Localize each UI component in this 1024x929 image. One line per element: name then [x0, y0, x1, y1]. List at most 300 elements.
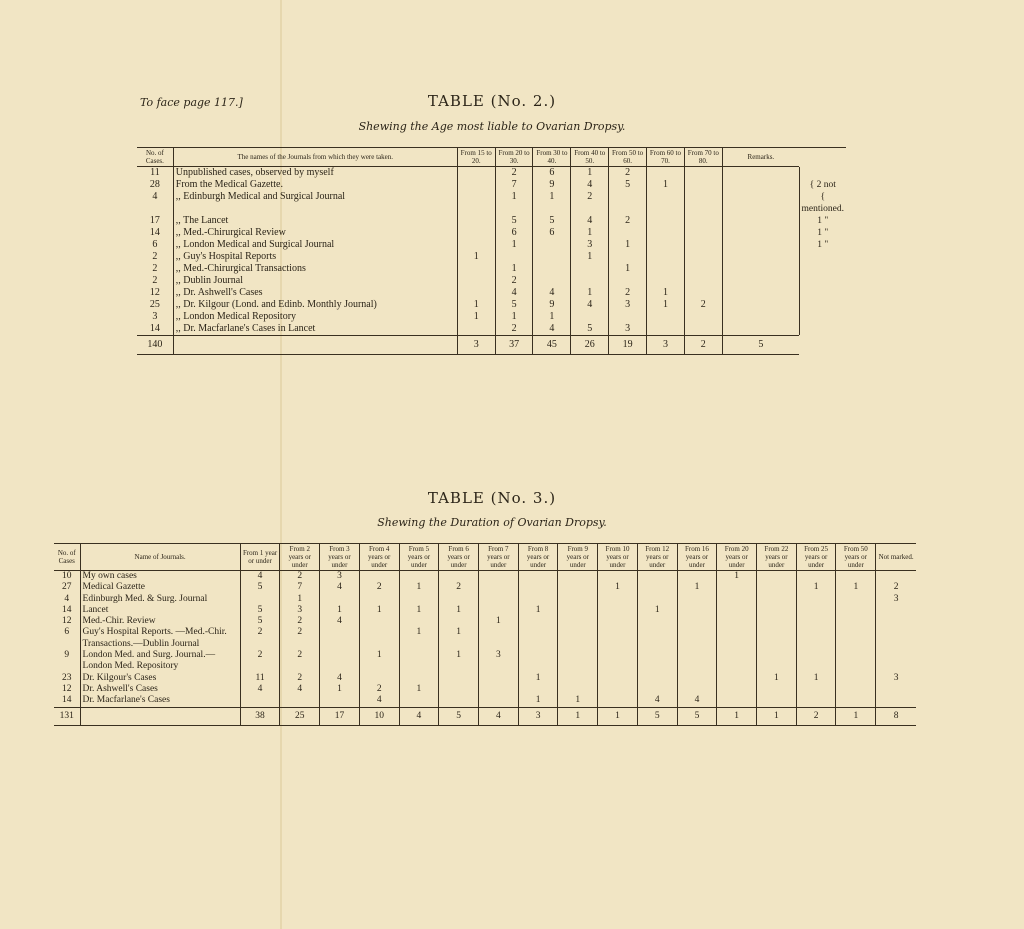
- value-cell: [647, 311, 685, 323]
- total-label-cell: [80, 707, 240, 725]
- table-row: [54, 650, 916, 673]
- value-cell: [598, 673, 638, 684]
- value-cell: 4: [637, 695, 677, 706]
- value-cell: [796, 684, 836, 695]
- table-row: [54, 695, 916, 706]
- remark-cell: [799, 251, 846, 263]
- cases-cell: 10: [62, 571, 72, 581]
- value-cell: [836, 673, 876, 684]
- value-cell: 5: [571, 323, 609, 335]
- face-page-note: To face page 117.]: [140, 96, 243, 109]
- value-cell: [533, 263, 571, 275]
- value-cell: [722, 275, 799, 287]
- table3-title: TABLE (No. 3.): [427, 489, 557, 507]
- cases-cell: 2: [152, 263, 158, 274]
- value-cell: 3: [571, 239, 609, 251]
- cases-cell: 9: [64, 650, 70, 661]
- value-cell: [796, 616, 836, 627]
- source-cell: ,, Edinburgh Medical and Surgical Journal: [173, 191, 457, 215]
- value-cell: 6: [533, 227, 571, 239]
- value-cell: [359, 571, 399, 582]
- value-cell: 4: [280, 684, 320, 695]
- value-cell: [717, 627, 757, 650]
- value-cell: [637, 571, 677, 582]
- value-cell: [647, 239, 685, 251]
- value-cell: [320, 695, 360, 706]
- value-cell: [439, 594, 479, 605]
- value-cell: [598, 571, 638, 582]
- value-cell: [757, 616, 797, 627]
- value-cell: 5: [240, 616, 280, 627]
- value-cell: [796, 594, 836, 605]
- cases-cell: 3: [152, 311, 158, 322]
- cases-cell: 17: [149, 215, 160, 226]
- source-cell: ,, Dr. Macfarlane's Cases in Lancet: [173, 323, 457, 335]
- column-header: From 16 years or under: [677, 544, 717, 571]
- table-row: [137, 215, 846, 227]
- value-cell: [684, 275, 722, 287]
- remark-cell: 1 ": [799, 239, 846, 251]
- value-cell: [637, 616, 677, 627]
- value-cell: 5: [240, 605, 280, 616]
- value-cell: [684, 311, 722, 323]
- value-cell: [320, 650, 360, 673]
- cases-cell: 27: [62, 582, 72, 593]
- value-cell: [457, 227, 495, 239]
- value-cell: 1: [359, 605, 399, 616]
- value-cell: [757, 650, 797, 673]
- cases-cell: 25: [149, 299, 160, 310]
- cases-cell: 14: [149, 227, 160, 238]
- value-cell: [876, 650, 916, 673]
- value-cell: [717, 650, 757, 673]
- value-cell: [558, 627, 598, 650]
- total-value-cell: 38: [240, 707, 280, 725]
- value-cell: [722, 251, 799, 263]
- value-cell: [836, 605, 876, 616]
- age-table: [137, 147, 846, 355]
- value-cell: 3: [479, 650, 519, 673]
- value-cell: [876, 627, 916, 650]
- table-row: [54, 673, 916, 684]
- duration-table: [54, 543, 916, 726]
- value-cell: 4: [571, 215, 609, 227]
- column-header: From 50 to 60.: [609, 148, 647, 167]
- value-cell: 1: [717, 571, 757, 582]
- value-cell: [757, 571, 797, 582]
- value-cell: [722, 179, 799, 191]
- value-cell: 2: [280, 616, 320, 627]
- value-cell: [609, 227, 647, 239]
- value-cell: [518, 571, 558, 582]
- cases-cell: 14: [149, 323, 160, 334]
- table-row: [137, 179, 846, 191]
- column-header: From 70 to 80.: [684, 148, 722, 167]
- value-cell: [796, 627, 836, 650]
- value-cell: 6: [495, 227, 533, 239]
- source-cell: ,, Dr. Kilgour (Lond. and Edinb. Monthly Journal): [173, 299, 457, 311]
- value-cell: [836, 594, 876, 605]
- value-cell: [722, 311, 799, 323]
- remark-cell: [799, 287, 846, 299]
- cases-cell: 12: [62, 683, 72, 694]
- value-cell: [609, 191, 647, 215]
- value-cell: [457, 179, 495, 191]
- remark-cell: 1 ": [799, 215, 846, 227]
- source-cell: Dr. Kilgour's Cases: [80, 673, 240, 684]
- source-cell: Unpublished cases, observed by myself: [173, 167, 457, 179]
- value-cell: [757, 695, 797, 706]
- value-cell: [359, 616, 399, 627]
- value-cell: 1: [558, 695, 598, 706]
- table-row: [54, 616, 916, 627]
- cases-cell: 6: [152, 239, 158, 250]
- value-cell: [836, 684, 876, 695]
- value-cell: [722, 323, 799, 335]
- value-cell: 2: [280, 571, 320, 582]
- value-cell: [876, 695, 916, 706]
- value-cell: 1: [647, 287, 685, 299]
- value-cell: 4: [677, 695, 717, 706]
- table-row: [54, 684, 916, 695]
- value-cell: 1: [479, 616, 519, 627]
- total-value-cell: 5: [677, 707, 717, 725]
- value-cell: 3: [609, 323, 647, 335]
- cases-cell: 14: [62, 695, 72, 706]
- column-header: From 30 to 40.: [533, 148, 571, 167]
- remark-cell: 1 ": [799, 227, 846, 239]
- value-cell: [647, 251, 685, 263]
- total-label-cell: [173, 336, 457, 355]
- value-cell: [598, 616, 638, 627]
- total-value-cell: 5: [439, 707, 479, 725]
- column-header: From 20 to 30.: [495, 148, 533, 167]
- value-cell: 2: [609, 287, 647, 299]
- value-cell: [533, 239, 571, 251]
- value-cell: [796, 650, 836, 673]
- value-cell: [495, 251, 533, 263]
- value-cell: [876, 571, 916, 582]
- column-header: From 5 years or under: [399, 544, 439, 571]
- value-cell: 1: [796, 582, 836, 593]
- column-header: From 60 to 70.: [647, 148, 685, 167]
- value-cell: [677, 627, 717, 650]
- value-cell: [598, 695, 638, 706]
- total-cases-cell: 131: [54, 707, 80, 725]
- value-cell: [598, 627, 638, 650]
- table-row: [137, 167, 846, 179]
- value-cell: [457, 275, 495, 287]
- value-cell: [717, 582, 757, 593]
- value-cell: 9: [533, 179, 571, 191]
- value-cell: 1: [439, 605, 479, 616]
- value-cell: [399, 616, 439, 627]
- total-value-cell: 1: [757, 707, 797, 725]
- value-cell: 2: [609, 215, 647, 227]
- value-cell: [439, 673, 479, 684]
- value-cell: 1: [439, 627, 479, 650]
- value-cell: [240, 594, 280, 605]
- value-cell: [518, 582, 558, 593]
- value-cell: [533, 251, 571, 263]
- value-cell: [479, 594, 519, 605]
- value-cell: [240, 695, 280, 706]
- page-fold: [280, 0, 282, 929]
- value-cell: 3: [609, 299, 647, 311]
- value-cell: [457, 239, 495, 251]
- value-cell: 1: [457, 251, 495, 263]
- value-cell: [677, 594, 717, 605]
- value-cell: [439, 571, 479, 582]
- table-row: [137, 323, 846, 335]
- value-cell: [598, 650, 638, 673]
- value-cell: 2: [439, 582, 479, 593]
- source-cell: Lancet: [80, 605, 240, 616]
- remark-cell: { mentioned.: [799, 191, 846, 215]
- source-cell: Dr. Macfarlane's Cases: [80, 695, 240, 706]
- cases-cell: 6: [64, 627, 70, 638]
- value-cell: 1: [677, 582, 717, 593]
- value-cell: [637, 627, 677, 650]
- total-value-cell: 10: [359, 707, 399, 725]
- table-row: [54, 582, 916, 593]
- table-row: [137, 311, 846, 323]
- value-cell: [558, 571, 598, 582]
- value-cell: [479, 571, 519, 582]
- source-cell: ,, London Medical Repository: [173, 311, 457, 323]
- value-cell: 2: [280, 627, 320, 650]
- column-header: From 7 years or under: [479, 544, 519, 571]
- value-cell: 1: [598, 582, 638, 593]
- value-cell: 1: [399, 684, 439, 695]
- value-cell: [796, 695, 836, 706]
- value-cell: [722, 239, 799, 251]
- column-header: The names of the Journals from which they were taken.: [173, 148, 457, 167]
- total-value-cell: 2: [796, 707, 836, 725]
- cases-cell: 14: [62, 604, 72, 615]
- cases-cell: 12: [62, 616, 72, 627]
- value-cell: [836, 627, 876, 650]
- value-cell: [439, 616, 479, 627]
- value-cell: 11: [240, 673, 280, 684]
- value-cell: 1: [495, 263, 533, 275]
- value-cell: 1: [637, 605, 677, 616]
- value-cell: [598, 594, 638, 605]
- value-cell: [757, 605, 797, 616]
- source-cell: London Med. and Surg. Journal.—London Med. Repository: [80, 650, 240, 673]
- cases-cell: 2: [152, 251, 158, 262]
- value-cell: [320, 627, 360, 650]
- value-cell: [717, 673, 757, 684]
- value-cell: [439, 695, 479, 706]
- value-cell: [836, 571, 876, 582]
- value-cell: [647, 191, 685, 215]
- value-cell: [722, 167, 799, 179]
- total-value-cell: 2: [684, 336, 722, 355]
- value-cell: [558, 605, 598, 616]
- value-cell: 2: [876, 582, 916, 593]
- table-row: [137, 263, 846, 275]
- value-cell: 1: [533, 311, 571, 323]
- value-cell: [684, 323, 722, 335]
- value-cell: 1: [495, 239, 533, 251]
- value-cell: 3: [280, 605, 320, 616]
- total-value-cell: 1: [717, 707, 757, 725]
- cases-cell: 4: [152, 191, 158, 202]
- table-row: [54, 605, 916, 616]
- value-cell: [717, 684, 757, 695]
- value-cell: [757, 684, 797, 695]
- source-cell: My own cases: [80, 571, 240, 582]
- value-cell: [717, 616, 757, 627]
- value-cell: 1: [757, 673, 797, 684]
- value-cell: [637, 594, 677, 605]
- table-row: [137, 275, 846, 287]
- value-cell: [280, 695, 320, 706]
- table3-subtitle: Shewing the Duration of Ovarian Dropsy.: [377, 516, 607, 529]
- value-cell: [722, 227, 799, 239]
- column-header: From 2 years or under: [280, 544, 320, 571]
- value-cell: [571, 311, 609, 323]
- value-cell: [722, 215, 799, 227]
- value-cell: 4: [240, 684, 280, 695]
- value-cell: [609, 311, 647, 323]
- table-row: [137, 227, 846, 239]
- value-cell: 3: [876, 673, 916, 684]
- column-header: From 15 to 20.: [457, 148, 495, 167]
- total-value-cell: 4: [479, 707, 519, 725]
- value-cell: 5: [495, 299, 533, 311]
- value-cell: [647, 167, 685, 179]
- table-row: [54, 571, 916, 582]
- value-cell: [479, 582, 519, 593]
- value-cell: [684, 227, 722, 239]
- value-cell: 9: [533, 299, 571, 311]
- value-cell: 1: [796, 673, 836, 684]
- value-cell: [637, 582, 677, 593]
- value-cell: [609, 275, 647, 287]
- value-cell: 1: [609, 239, 647, 251]
- value-cell: [518, 616, 558, 627]
- value-cell: [518, 684, 558, 695]
- value-cell: [518, 650, 558, 673]
- value-cell: 3: [876, 594, 916, 605]
- value-cell: [609, 251, 647, 263]
- cases-cell: 28: [149, 179, 160, 190]
- value-cell: [399, 695, 439, 706]
- column-header: From 9 years or under: [558, 544, 598, 571]
- source-cell: ,, Dr. Ashwell's Cases: [173, 287, 457, 299]
- total-value-cell: 3: [457, 336, 495, 355]
- value-cell: [558, 650, 598, 673]
- value-cell: 5: [495, 215, 533, 227]
- value-cell: 1: [399, 605, 439, 616]
- value-cell: [722, 263, 799, 275]
- value-cell: 7: [495, 179, 533, 191]
- value-cell: 2: [684, 299, 722, 311]
- source-cell: Dr. Ashwell's Cases: [80, 684, 240, 695]
- value-cell: [399, 673, 439, 684]
- value-cell: 1: [495, 311, 533, 323]
- value-cell: [684, 287, 722, 299]
- source-cell: ,, London Medical and Surgical Journal: [173, 239, 457, 251]
- column-header: From 22 years or under: [757, 544, 797, 571]
- value-cell: [836, 650, 876, 673]
- value-cell: [479, 627, 519, 650]
- value-cell: 1: [571, 287, 609, 299]
- source-cell: Med.-Chir. Review: [80, 616, 240, 627]
- column-header: From 40 to 50.: [571, 148, 609, 167]
- total-value-cell: 37: [495, 336, 533, 355]
- column-header: From 25 years or under: [796, 544, 836, 571]
- column-header: From 50 years or under: [836, 544, 876, 571]
- column-header: Name of Journals.: [80, 544, 240, 571]
- value-cell: [717, 695, 757, 706]
- table-row: [137, 299, 846, 311]
- table-row: [54, 627, 916, 650]
- value-cell: 4: [533, 287, 571, 299]
- value-cell: 2: [359, 684, 399, 695]
- value-cell: 1: [399, 627, 439, 650]
- column-header: Remarks.: [722, 148, 799, 167]
- value-cell: 6: [533, 167, 571, 179]
- value-cell: 2: [280, 650, 320, 673]
- value-cell: [359, 594, 399, 605]
- value-cell: [637, 684, 677, 695]
- value-cell: 4: [320, 582, 360, 593]
- value-cell: 1: [457, 299, 495, 311]
- value-cell: 1: [518, 605, 558, 616]
- value-cell: [457, 263, 495, 275]
- value-cell: 2: [495, 275, 533, 287]
- remark-cell: [799, 299, 846, 311]
- value-cell: [796, 605, 836, 616]
- value-cell: 2: [495, 167, 533, 179]
- value-cell: 1: [518, 695, 558, 706]
- value-cell: [796, 571, 836, 582]
- cases-cell: 4: [64, 593, 70, 604]
- value-cell: [558, 582, 598, 593]
- value-cell: [598, 684, 638, 695]
- value-cell: [647, 323, 685, 335]
- table-row: [137, 239, 846, 251]
- column-header: From 1 year or under: [240, 544, 280, 571]
- value-cell: [571, 263, 609, 275]
- value-cell: [647, 275, 685, 287]
- total-cases-cell: 140: [137, 336, 173, 355]
- value-cell: [558, 673, 598, 684]
- value-cell: [518, 627, 558, 650]
- column-header: From 12 years or under: [637, 544, 677, 571]
- source-cell: ,, Guy's Hospital Reports: [173, 251, 457, 263]
- value-cell: [558, 684, 598, 695]
- remark-cell: [799, 323, 846, 335]
- value-cell: 5: [240, 582, 280, 593]
- value-cell: [717, 605, 757, 616]
- value-cell: [722, 287, 799, 299]
- value-cell: 1: [359, 650, 399, 673]
- remark-cell: [799, 311, 846, 323]
- value-cell: 4: [240, 571, 280, 582]
- cases-cell: 2: [152, 275, 158, 286]
- value-cell: 1: [495, 191, 533, 215]
- total-row: [137, 336, 846, 355]
- value-cell: 2: [495, 323, 533, 335]
- table-row: [137, 287, 846, 299]
- value-cell: 2: [571, 191, 609, 215]
- value-cell: [757, 627, 797, 650]
- remark-cell: [799, 263, 846, 275]
